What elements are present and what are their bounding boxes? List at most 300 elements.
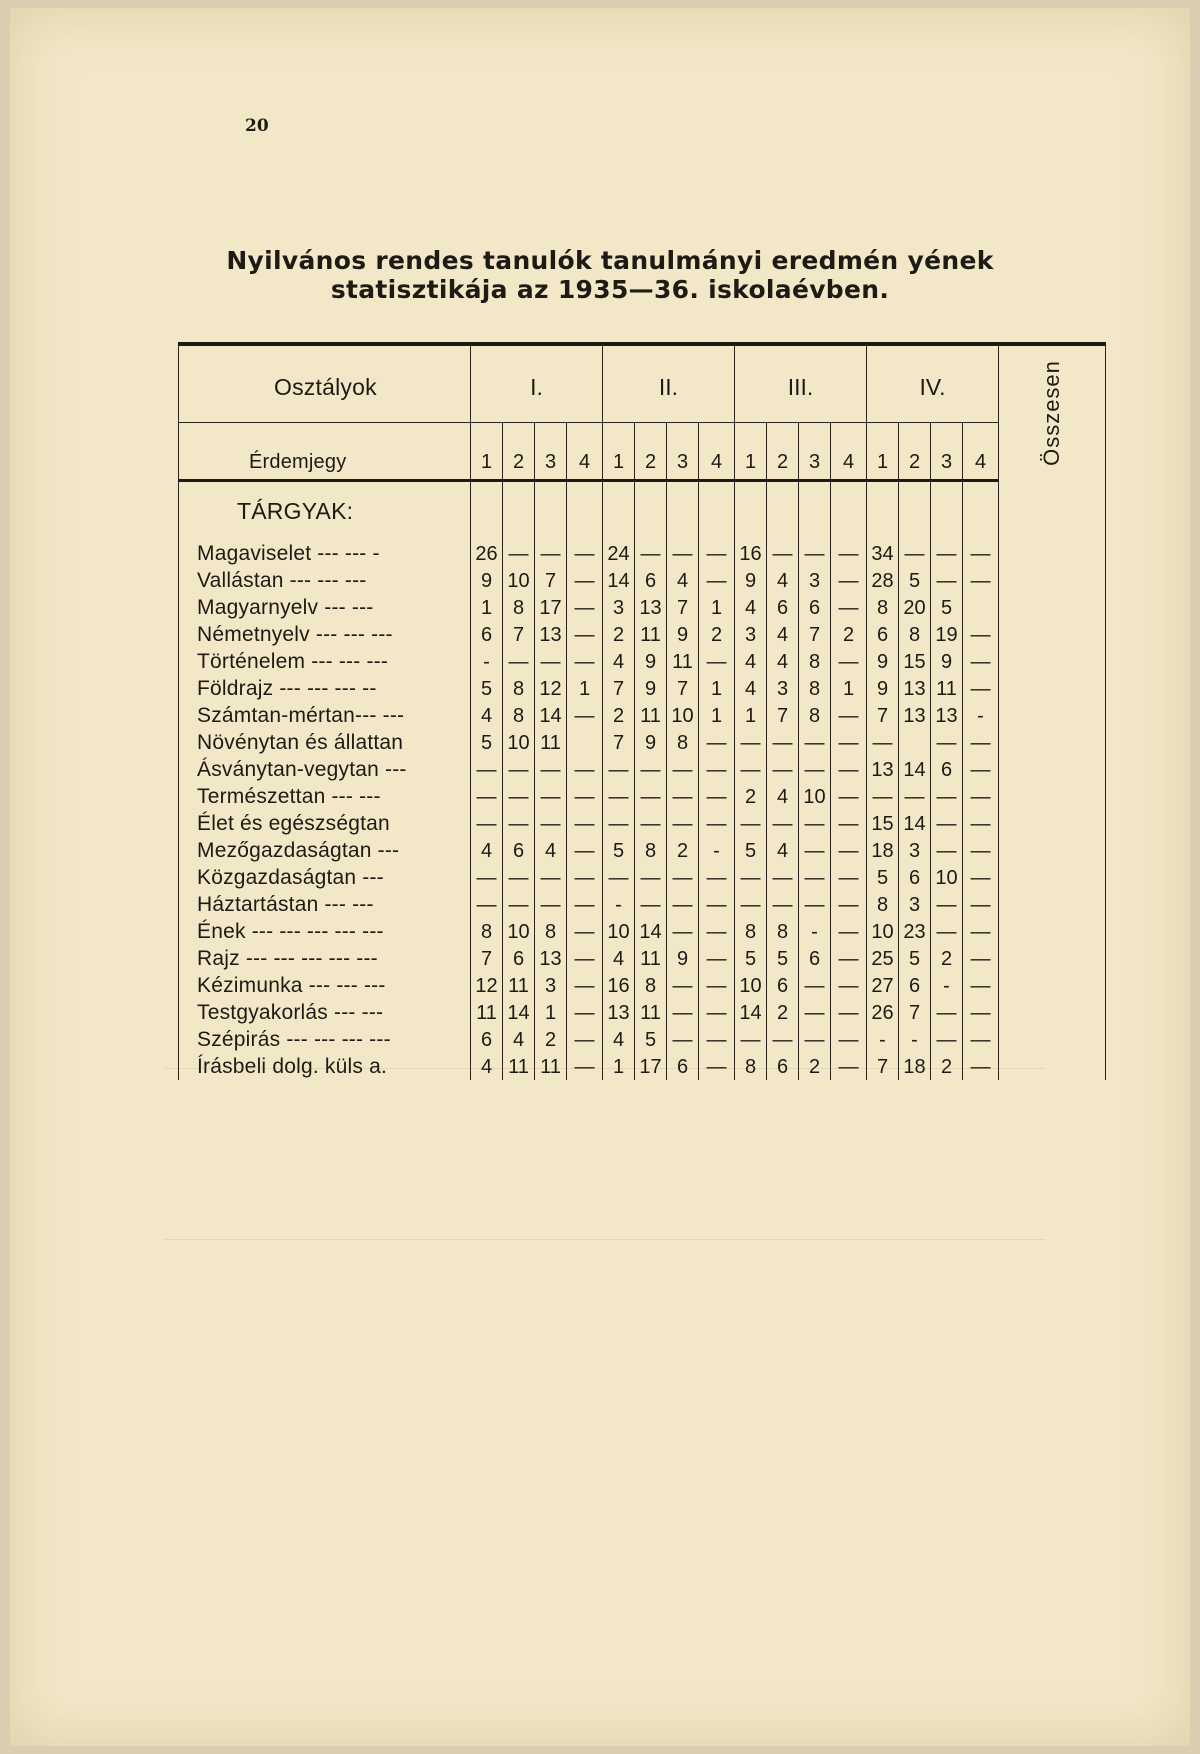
value-cell: 9 bbox=[471, 567, 503, 594]
value-cell: — bbox=[567, 594, 603, 621]
value-cell: 2 bbox=[735, 783, 767, 810]
total-header bbox=[999, 344, 1106, 481]
value-cell: 11 bbox=[931, 675, 963, 702]
table-row bbox=[179, 540, 1106, 567]
value-cell: 1 bbox=[699, 702, 735, 729]
value-cell: 14 bbox=[735, 999, 767, 1026]
subject-label: Testgyakorlás --- --- bbox=[179, 999, 471, 1026]
value-cell: — bbox=[635, 540, 667, 567]
value-cell: — bbox=[567, 783, 603, 810]
value-cell: — bbox=[831, 1053, 867, 1080]
value-cell: 8 bbox=[867, 891, 899, 918]
grade-header-class1-grade2: 2 bbox=[503, 423, 535, 481]
value-cell: 9 bbox=[635, 729, 667, 756]
value-cell: 2 bbox=[799, 1053, 831, 1080]
value-cell: — bbox=[567, 999, 603, 1026]
value-cell: — bbox=[503, 648, 535, 675]
value-cell: — bbox=[799, 891, 831, 918]
value-cell: — bbox=[931, 999, 963, 1026]
value-cell: 8 bbox=[503, 675, 535, 702]
value-cell: 8 bbox=[799, 702, 831, 729]
value-cell: — bbox=[635, 756, 667, 783]
value-cell: 6 bbox=[767, 972, 799, 999]
value-cell: — bbox=[471, 864, 503, 891]
value-cell: 10 bbox=[503, 729, 535, 756]
value-cell: 17 bbox=[635, 1053, 667, 1080]
value-cell: 8 bbox=[667, 729, 699, 756]
total-cell bbox=[999, 675, 1106, 702]
total-cell bbox=[999, 999, 1106, 1026]
value-cell: — bbox=[963, 837, 999, 864]
value-cell: — bbox=[667, 972, 699, 999]
grade-header-class4-grade1: 1 bbox=[867, 423, 899, 481]
value-cell: 4 bbox=[767, 783, 799, 810]
value-cell: 13 bbox=[867, 756, 899, 783]
value-cell: 4 bbox=[735, 594, 767, 621]
value-cell: 8 bbox=[735, 1053, 767, 1080]
value-cell: 7 bbox=[767, 702, 799, 729]
value-cell: 10 bbox=[603, 918, 635, 945]
value-cell: 4 bbox=[603, 945, 635, 972]
value-cell: — bbox=[799, 864, 831, 891]
value-cell: 6 bbox=[867, 621, 899, 648]
grade-header-class3-grade4: 4 bbox=[831, 423, 867, 481]
value-cell: — bbox=[963, 540, 999, 567]
value-cell: — bbox=[635, 891, 667, 918]
value-cell: 4 bbox=[471, 702, 503, 729]
value-cell: — bbox=[799, 999, 831, 1026]
value-cell: 7 bbox=[799, 621, 831, 648]
value-cell: — bbox=[735, 864, 767, 891]
value-cell: 2 bbox=[603, 702, 635, 729]
value-cell: — bbox=[699, 1026, 735, 1053]
value-cell: 2 bbox=[931, 945, 963, 972]
table-row bbox=[179, 756, 1106, 783]
value-cell: — bbox=[931, 567, 963, 594]
value-cell: — bbox=[899, 540, 931, 567]
value-cell: 11 bbox=[635, 621, 667, 648]
value-cell: — bbox=[535, 810, 567, 837]
value-cell: — bbox=[799, 1026, 831, 1053]
value-cell: - bbox=[699, 837, 735, 864]
value-cell: — bbox=[667, 810, 699, 837]
value-cell: 10 bbox=[667, 702, 699, 729]
value-cell: — bbox=[699, 810, 735, 837]
total-cell bbox=[999, 918, 1106, 945]
value-cell: — bbox=[963, 756, 999, 783]
value-cell: — bbox=[931, 891, 963, 918]
value-cell: — bbox=[831, 999, 867, 1026]
value-cell: 7 bbox=[535, 567, 567, 594]
value-cell: — bbox=[963, 918, 999, 945]
value-cell: 8 bbox=[503, 594, 535, 621]
value-cell: — bbox=[931, 918, 963, 945]
value-cell: — bbox=[931, 1026, 963, 1053]
value-cell: — bbox=[567, 810, 603, 837]
value-cell: 8 bbox=[503, 702, 535, 729]
value-cell: — bbox=[899, 783, 931, 810]
document-page bbox=[10, 8, 1190, 1746]
table-row bbox=[179, 675, 1106, 702]
value-cell: — bbox=[603, 810, 635, 837]
subject-label: Rajz --- --- --- --- --- bbox=[179, 945, 471, 972]
value-cell: — bbox=[567, 567, 603, 594]
value-cell: 20 bbox=[899, 594, 931, 621]
subject-label: Mezőgazdaságtan --- bbox=[179, 837, 471, 864]
value-cell: — bbox=[931, 729, 963, 756]
value-cell: 7 bbox=[867, 702, 899, 729]
subject-label: Írásbeli dolg. küls a. bbox=[179, 1053, 471, 1080]
value-cell: — bbox=[603, 783, 635, 810]
value-cell: 6 bbox=[471, 1026, 503, 1053]
value-cell: 1 bbox=[567, 675, 603, 702]
value-cell: 10 bbox=[799, 783, 831, 810]
value-cell: 24 bbox=[603, 540, 635, 567]
table-row bbox=[179, 945, 1106, 972]
value-cell: — bbox=[799, 540, 831, 567]
value-cell: 11 bbox=[535, 729, 567, 756]
table-row bbox=[179, 1026, 1106, 1053]
value-cell: 7 bbox=[503, 621, 535, 648]
value-cell: — bbox=[963, 1053, 999, 1080]
value-cell: — bbox=[799, 837, 831, 864]
value-cell: 16 bbox=[735, 540, 767, 567]
value-cell: — bbox=[931, 540, 963, 567]
total-cell bbox=[999, 594, 1106, 621]
value-cell: 4 bbox=[503, 1026, 535, 1053]
value-cell: - bbox=[963, 702, 999, 729]
subject-label: Kézimunka --- --- --- bbox=[179, 972, 471, 999]
value-cell: — bbox=[503, 756, 535, 783]
value-cell: 5 bbox=[867, 864, 899, 891]
value-cell: - bbox=[603, 891, 635, 918]
value-cell: 2 bbox=[603, 621, 635, 648]
value-cell: — bbox=[931, 810, 963, 837]
value-cell: 1 bbox=[535, 999, 567, 1026]
value-cell: 6 bbox=[503, 837, 535, 864]
value-cell: 4 bbox=[735, 648, 767, 675]
grade-header-class4-grade4: 4 bbox=[963, 423, 999, 481]
value-cell: — bbox=[699, 918, 735, 945]
value-cell: — bbox=[831, 945, 867, 972]
value-cell: 18 bbox=[867, 837, 899, 864]
table-row bbox=[179, 594, 1106, 621]
value-cell: 12 bbox=[535, 675, 567, 702]
table-row bbox=[179, 918, 1106, 945]
value-cell: 5 bbox=[899, 945, 931, 972]
value-cell: — bbox=[567, 837, 603, 864]
value-cell: — bbox=[567, 702, 603, 729]
value-cell: 9 bbox=[635, 675, 667, 702]
value-cell: 4 bbox=[471, 1053, 503, 1080]
grade-header-class1-grade4: 4 bbox=[567, 423, 603, 481]
total-label: Összesen bbox=[1038, 359, 1064, 466]
value-cell: — bbox=[963, 648, 999, 675]
value-cell: 2 bbox=[831, 621, 867, 648]
value-cell: 8 bbox=[767, 918, 799, 945]
value-cell: — bbox=[699, 567, 735, 594]
value-cell: 13 bbox=[603, 999, 635, 1026]
value-cell: — bbox=[567, 972, 603, 999]
subject-label: Ének --- --- --- --- --- bbox=[179, 918, 471, 945]
value-cell: 28 bbox=[867, 567, 899, 594]
value-cell: 15 bbox=[899, 648, 931, 675]
value-cell: 17 bbox=[535, 594, 567, 621]
total-cell bbox=[999, 648, 1106, 675]
grade-header-class3-grade2: 2 bbox=[767, 423, 799, 481]
value-cell: — bbox=[831, 1026, 867, 1053]
value-cell: 9 bbox=[667, 621, 699, 648]
value-cell: — bbox=[667, 891, 699, 918]
value-cell: 11 bbox=[503, 1053, 535, 1080]
value-cell: — bbox=[567, 864, 603, 891]
subjects-header-row bbox=[179, 481, 1106, 541]
value-cell: 4 bbox=[767, 648, 799, 675]
value-cell: 1 bbox=[699, 675, 735, 702]
classes-label: Osztályok bbox=[179, 344, 471, 423]
value-cell: — bbox=[635, 810, 667, 837]
value-cell: 8 bbox=[799, 675, 831, 702]
value-cell: — bbox=[831, 864, 867, 891]
value-cell: 13 bbox=[899, 675, 931, 702]
subject-label: Történelem --- --- --- bbox=[179, 648, 471, 675]
value-cell: 4 bbox=[735, 675, 767, 702]
value-cell: 5 bbox=[899, 567, 931, 594]
value-cell: 14 bbox=[535, 702, 567, 729]
value-cell: 10 bbox=[867, 918, 899, 945]
subject-label: Számtan-mértan--- --- bbox=[179, 702, 471, 729]
value-cell: 11 bbox=[635, 999, 667, 1026]
value-cell: 4 bbox=[767, 621, 799, 648]
value-cell: 7 bbox=[667, 675, 699, 702]
total-cell bbox=[999, 810, 1106, 837]
value-cell: — bbox=[667, 999, 699, 1026]
value-cell: 3 bbox=[767, 675, 799, 702]
value-cell: — bbox=[931, 837, 963, 864]
value-cell: — bbox=[735, 729, 767, 756]
total-cell bbox=[999, 1026, 1106, 1053]
value-cell: 6 bbox=[799, 945, 831, 972]
value-cell: — bbox=[699, 729, 735, 756]
value-cell: — bbox=[699, 648, 735, 675]
grade-header-class2-grade4: 4 bbox=[699, 423, 735, 481]
grade-header-class2-grade1: 1 bbox=[603, 423, 635, 481]
grade-header-class2-grade2: 2 bbox=[635, 423, 667, 481]
value-cell: 5 bbox=[735, 945, 767, 972]
document-title bbox=[160, 246, 1060, 304]
value-cell: — bbox=[831, 594, 867, 621]
value-cell: — bbox=[667, 1026, 699, 1053]
total-cell bbox=[999, 783, 1106, 810]
value-cell: 26 bbox=[867, 999, 899, 1026]
value-cell: — bbox=[963, 567, 999, 594]
value-cell: 14 bbox=[503, 999, 535, 1026]
value-cell: — bbox=[699, 945, 735, 972]
value-cell: — bbox=[667, 540, 699, 567]
value-cell: 6 bbox=[899, 864, 931, 891]
grade-header-class1-grade1: 1 bbox=[471, 423, 503, 481]
value-cell: — bbox=[831, 891, 867, 918]
value-cell: - bbox=[899, 1026, 931, 1053]
value-cell: — bbox=[567, 621, 603, 648]
value-cell: — bbox=[603, 864, 635, 891]
grade-header-class3-grade3: 3 bbox=[799, 423, 831, 481]
value-cell: 3 bbox=[799, 567, 831, 594]
value-cell: — bbox=[767, 891, 799, 918]
value-cell: — bbox=[699, 972, 735, 999]
subject-label: Ásványtan-vegytan --- bbox=[179, 756, 471, 783]
value-cell: 27 bbox=[867, 972, 899, 999]
value-cell: — bbox=[471, 756, 503, 783]
value-cell: 4 bbox=[667, 567, 699, 594]
value-cell: 11 bbox=[471, 999, 503, 1026]
value-cell: — bbox=[831, 756, 867, 783]
value-cell: 6 bbox=[767, 594, 799, 621]
value-cell: — bbox=[699, 864, 735, 891]
value-cell: 2 bbox=[535, 1026, 567, 1053]
value-cell: — bbox=[603, 756, 635, 783]
value-cell: 8 bbox=[471, 918, 503, 945]
value-cell: 5 bbox=[471, 729, 503, 756]
subject-label: Németnyelv --- --- --- bbox=[179, 621, 471, 648]
class-header-4: IV. bbox=[867, 344, 999, 423]
value-cell: 9 bbox=[867, 675, 899, 702]
total-cell bbox=[999, 567, 1106, 594]
value-cell: 6 bbox=[471, 621, 503, 648]
value-cell: - bbox=[867, 1026, 899, 1053]
value-cell: 7 bbox=[603, 729, 635, 756]
value-cell: — bbox=[667, 864, 699, 891]
value-cell: — bbox=[831, 729, 867, 756]
value-cell: — bbox=[535, 891, 567, 918]
value-cell: 6 bbox=[667, 1053, 699, 1080]
value-cell: — bbox=[831, 837, 867, 864]
statistics-table bbox=[178, 342, 1106, 1080]
show-through-lines bbox=[165, 1068, 1045, 1240]
total-cell bbox=[999, 729, 1106, 756]
table-row bbox=[179, 999, 1106, 1026]
value-cell: — bbox=[667, 783, 699, 810]
value-cell bbox=[567, 729, 603, 756]
value-cell: — bbox=[503, 783, 535, 810]
subject-label: Magaviselet --- --- - bbox=[179, 540, 471, 567]
value-cell: 6 bbox=[799, 594, 831, 621]
subject-label: Háztartástan --- --- bbox=[179, 891, 471, 918]
value-cell: 3 bbox=[899, 891, 931, 918]
value-cell: — bbox=[735, 891, 767, 918]
value-cell: — bbox=[931, 783, 963, 810]
class-header-1: I. bbox=[471, 344, 603, 423]
value-cell: — bbox=[635, 864, 667, 891]
value-cell: — bbox=[471, 891, 503, 918]
value-cell: — bbox=[535, 756, 567, 783]
value-cell: — bbox=[767, 810, 799, 837]
table-row bbox=[179, 783, 1106, 810]
value-cell: 5 bbox=[635, 1026, 667, 1053]
value-cell: 8 bbox=[535, 918, 567, 945]
table-row bbox=[179, 810, 1106, 837]
value-cell: 13 bbox=[899, 702, 931, 729]
value-cell: — bbox=[963, 999, 999, 1026]
value-cell: — bbox=[699, 999, 735, 1026]
value-cell: - bbox=[471, 648, 503, 675]
value-cell: — bbox=[567, 891, 603, 918]
subject-label: Közgazdaságtan --- bbox=[179, 864, 471, 891]
value-cell: 12 bbox=[471, 972, 503, 999]
value-cell: 6 bbox=[899, 972, 931, 999]
value-cell: — bbox=[831, 972, 867, 999]
value-cell: 19 bbox=[931, 621, 963, 648]
value-cell: 6 bbox=[635, 567, 667, 594]
value-cell: 1 bbox=[831, 675, 867, 702]
value-cell: 9 bbox=[735, 567, 767, 594]
grade-header-class1-grade3: 3 bbox=[535, 423, 567, 481]
table-row bbox=[179, 891, 1106, 918]
value-cell: 9 bbox=[667, 945, 699, 972]
value-cell: 8 bbox=[635, 972, 667, 999]
value-cell: 14 bbox=[899, 756, 931, 783]
value-cell: 10 bbox=[931, 864, 963, 891]
total-cell bbox=[999, 891, 1106, 918]
value-cell: 1 bbox=[471, 594, 503, 621]
subject-label: Szépirás --- --- --- --- bbox=[179, 1026, 471, 1053]
value-cell: 8 bbox=[899, 621, 931, 648]
total-cell bbox=[999, 945, 1106, 972]
value-cell: 8 bbox=[867, 594, 899, 621]
grade-header-class2-grade3: 3 bbox=[667, 423, 699, 481]
value-cell bbox=[899, 729, 931, 756]
table-row bbox=[179, 729, 1106, 756]
value-cell: 8 bbox=[735, 918, 767, 945]
value-cell: — bbox=[699, 540, 735, 567]
value-cell: — bbox=[767, 756, 799, 783]
value-cell: - bbox=[931, 972, 963, 999]
value-cell: — bbox=[963, 729, 999, 756]
value-cell: — bbox=[963, 972, 999, 999]
value-cell: — bbox=[831, 648, 867, 675]
value-cell: 7 bbox=[471, 945, 503, 972]
subject-label: Élet és egészségtan bbox=[179, 810, 471, 837]
grade-header-class4-grade2: 2 bbox=[899, 423, 931, 481]
value-cell: 6 bbox=[503, 945, 535, 972]
value-cell: 5 bbox=[767, 945, 799, 972]
subject-label: Vallástan --- --- --- bbox=[179, 567, 471, 594]
total-cell bbox=[999, 540, 1106, 567]
value-cell: — bbox=[799, 972, 831, 999]
value-cell: 4 bbox=[471, 837, 503, 864]
value-cell: 11 bbox=[535, 1053, 567, 1080]
value-cell: 4 bbox=[767, 837, 799, 864]
value-cell: 10 bbox=[503, 918, 535, 945]
table-row bbox=[179, 837, 1106, 864]
value-cell: 9 bbox=[635, 648, 667, 675]
value-cell: 4 bbox=[767, 567, 799, 594]
value-cell: — bbox=[867, 729, 899, 756]
value-cell: — bbox=[799, 810, 831, 837]
title-line-2: statisztikája az 1935—36. iskolaévben. bbox=[330, 275, 890, 304]
value-cell: 4 bbox=[603, 648, 635, 675]
value-cell: — bbox=[963, 891, 999, 918]
value-cell: 2 bbox=[667, 837, 699, 864]
value-cell: — bbox=[535, 648, 567, 675]
class-header-3: III. bbox=[735, 344, 867, 423]
value-cell: — bbox=[963, 783, 999, 810]
subjects-label: TÁRGYAK: bbox=[179, 481, 471, 541]
total-cell bbox=[999, 621, 1106, 648]
value-cell: — bbox=[767, 540, 799, 567]
value-cell: — bbox=[503, 540, 535, 567]
value-cell: 6 bbox=[931, 756, 963, 783]
